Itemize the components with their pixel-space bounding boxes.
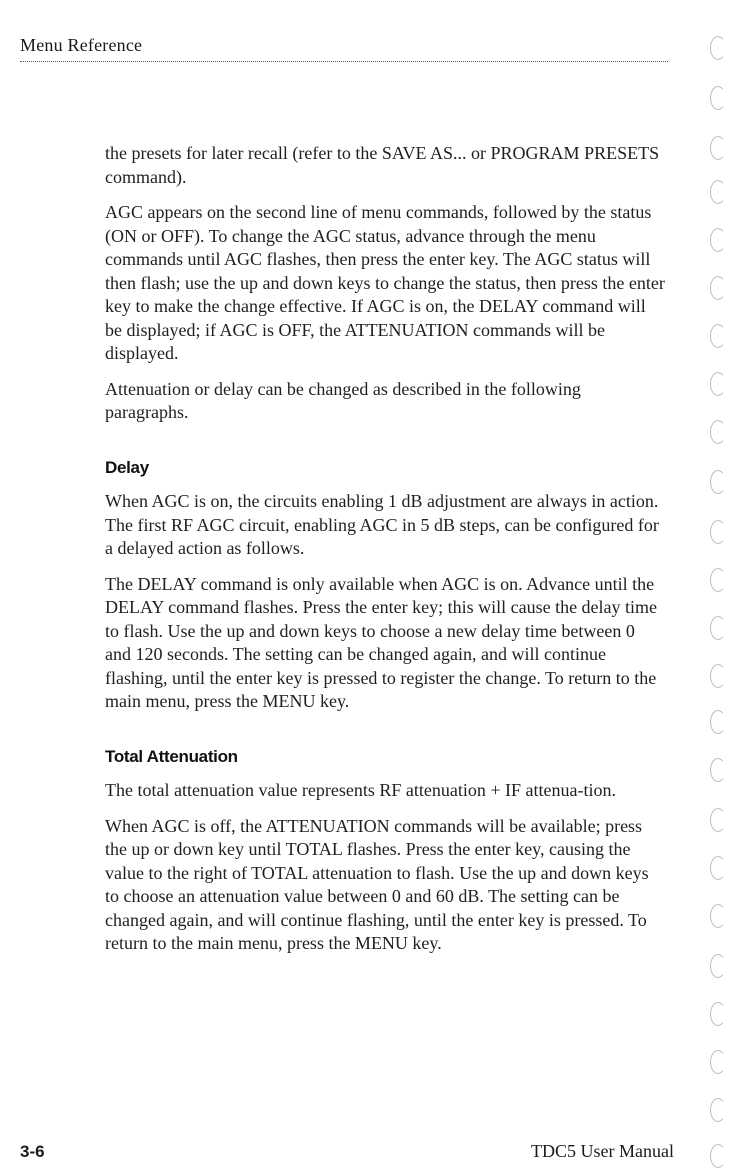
binder-hole-icon <box>710 180 726 204</box>
binder-hole-icon <box>710 1098 726 1122</box>
delay-paragraph-1: When AGC is on, the circuits enabling 1 dB adjustment are always in action. The first RF AGC circuit, enabling AGC in 5 dB steps, can be configured for a delayed action as follows. <box>105 491 659 558</box>
binder-hole-icon <box>710 616 726 640</box>
binder-hole-icon <box>710 758 726 782</box>
binder-hole-icon <box>710 324 726 348</box>
intro-paragraph-2: AGC appears on the second line of menu commands, followed by the status (ON or OFF). To change the AGC status, advance through the menu commands until AGC flashes, then press the enter key. The AGC status will then flash; use the up and down keys to change the status, then press the enter key to make the change effective. If AGC is on, the DELAY command will be displayed; if AGC is OFF, the ATTENUATION commands will be displayed. <box>105 202 665 363</box>
binder-hole-icon <box>710 954 726 978</box>
total-paragraph-2: When AGC is off, the ATTENUATION commands will be available; press the up or down key until TOTAL flashes. Press the enter key, causing the value to the right of TOTAL attenuation to flash. Use the up and down keys to choose an attenuation value between 0 and 60 dB. The setting can be changed again, and will continue flashing, until the enter key is pressed. To return to the main menu, press the MENU key. <box>105 815 649 953</box>
binder-hole-icon <box>710 36 726 60</box>
binder-hole-icon <box>710 228 726 252</box>
section-heading-total-attenuation: Total Attenuation <box>105 746 238 766</box>
footer-manual-title: TDC5 User Manual <box>531 1141 674 1161</box>
binder-hole-icon <box>710 710 726 734</box>
binder-hole-icon <box>710 470 726 494</box>
binder-hole-icon <box>710 808 726 832</box>
binder-hole-icon <box>710 372 726 396</box>
intro-paragraph-1: the presets for later recall (refer to the SAVE AS... or PROGRAM PRESETS command). <box>105 143 660 187</box>
page-body <box>105 142 665 968</box>
binder-hole-icon <box>710 568 726 592</box>
section-heading-delay: Delay <box>105 457 149 477</box>
binder-hole-icon <box>710 86 726 110</box>
header-divider <box>20 61 668 62</box>
binder-hole-icon <box>710 1050 726 1074</box>
binder-hole-icon <box>710 1144 726 1168</box>
page-number: 3-6 <box>20 1142 45 1161</box>
binder-hole-icon <box>710 520 726 544</box>
binder-holes <box>704 0 734 1176</box>
binder-hole-icon <box>710 276 726 300</box>
binder-hole-icon <box>710 1002 726 1026</box>
page-header-title: Menu Reference <box>20 35 143 55</box>
binder-hole-icon <box>710 856 726 880</box>
binder-hole-icon <box>710 664 726 688</box>
binder-hole-icon <box>710 136 726 160</box>
delay-paragraph-2: The DELAY command is only available when AGC is on. Advance until the DELAY command flashes. Press the enter key; this will cause the delay time to flash. Use the up and down keys to choose a new delay time between 0 and 120 seconds. The setting can be changed again, and will continue flashing, until the enter key is pressed to register the change. To return to the main menu, press the MENU key. <box>105 573 658 711</box>
intro-paragraph-3: Attenuation or delay can be changed as described in the following paragraphs. <box>105 378 581 422</box>
binder-hole-icon <box>710 904 726 928</box>
binder-hole-icon <box>710 420 726 444</box>
total-paragraph-1: The total attenuation value represents RF attenuation + IF attenua-tion. <box>105 780 617 800</box>
